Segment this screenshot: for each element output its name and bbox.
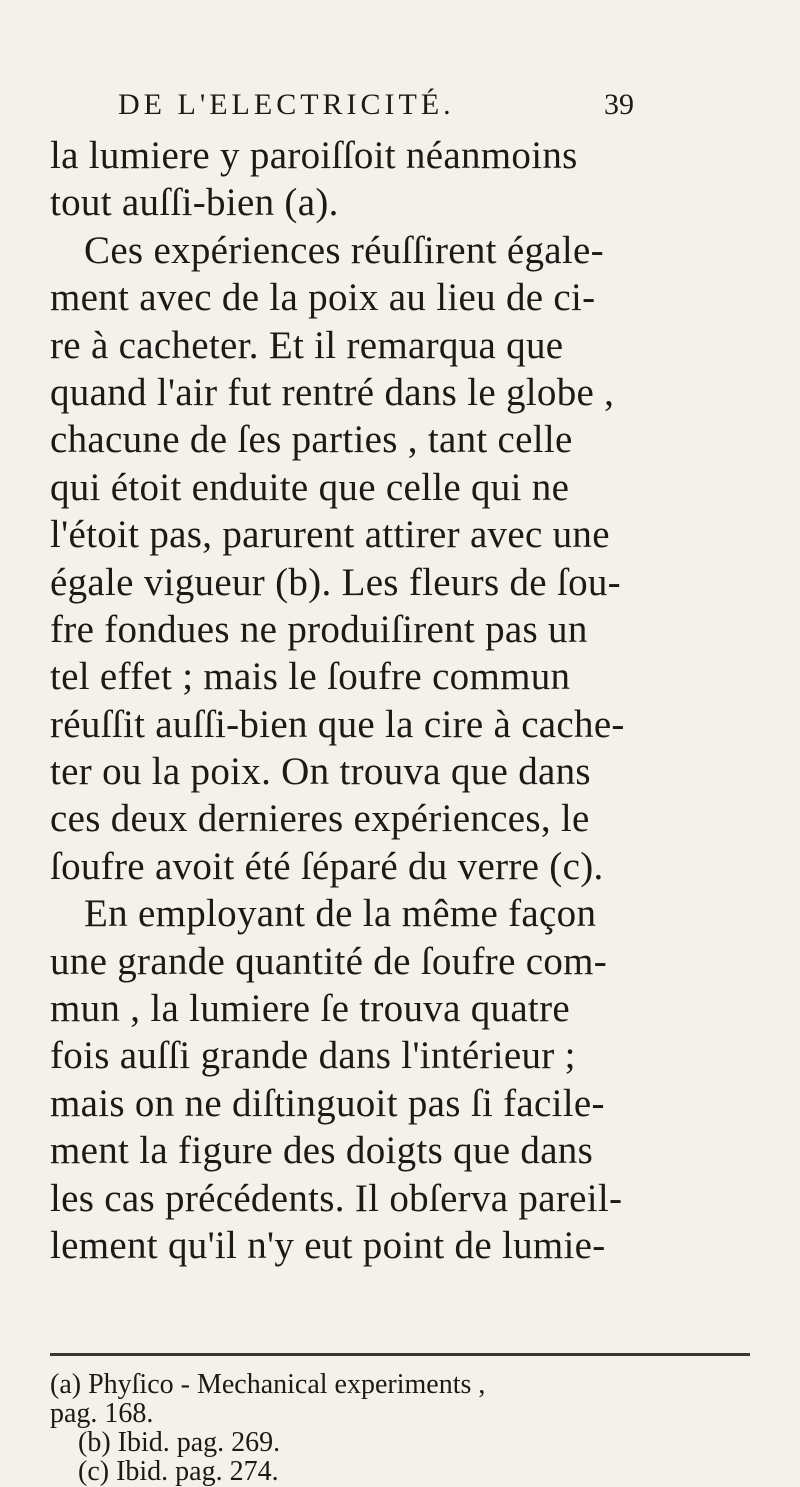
- text-line: ment avec de la poix au lieu de ci-: [50, 276, 596, 320]
- text-line: lement qu'il n'y eut point de lumie-: [50, 1223, 606, 1267]
- text-line: l'étoit pas, parurent attirer avec une: [50, 513, 610, 557]
- text-line: une grande quantité de ſoufre com-: [50, 939, 608, 983]
- footnote-line: (a) Phyſico - Mechanical experiments ,: [50, 1369, 486, 1400]
- text-line: ment la figure des doigts que dans: [50, 1129, 594, 1173]
- text-line: égale vigueur (b). Les fleurs de ſou-: [50, 560, 621, 604]
- text-line: mun , la lumiere ſe trouva quatre: [50, 987, 570, 1031]
- text-line: mais on ne diſtinguoit pas ſi facile-: [50, 1081, 605, 1125]
- text-line: quand l'air fut rentré dans le globe ,: [50, 370, 615, 414]
- page-header: [0, 88, 800, 128]
- footnote-divider: [50, 1353, 750, 1356]
- text-line: réuſſit auſſi-bien que la cire à cache-: [50, 702, 625, 746]
- footnotes: [50, 1370, 750, 1486]
- text-line: re à cacheter. Et il remarqua que: [50, 323, 564, 367]
- text-line: ter ou la poix. On trouva que dans: [50, 750, 591, 794]
- running-head: DE L'ELECTRICITÉ.: [118, 88, 455, 121]
- text-line: Ces expériences réuſſirent égale-: [84, 228, 604, 272]
- text-line: tout auſſi-bien (a).: [50, 181, 339, 225]
- text-line: la lumiere y paroiſſoit néanmoins: [50, 134, 578, 177]
- text-line: qui étoit enduite que celle qui ne: [50, 465, 570, 509]
- page-number: 39: [604, 88, 634, 121]
- footnote-line: (c) Ibid. pag. 274.: [78, 1456, 279, 1487]
- text-line: ſoufre avoit été ſéparé du verre (c).: [50, 844, 604, 888]
- footnote-line: (b) Ibid. pag. 269.: [78, 1427, 281, 1458]
- text-line: les cas précédents. Il obſerva pareil-: [50, 1176, 623, 1220]
- text-line: tel effet ; mais le ſoufre commun: [50, 655, 571, 699]
- footnote-line: pag. 168.: [50, 1398, 154, 1429]
- text-line: fois auſſi grande dans l'intérieur ;: [50, 1034, 576, 1078]
- text-line: fre fondues ne produiſirent pas un: [50, 607, 588, 651]
- text-line: En employant de la même façon: [84, 892, 597, 936]
- body-text: [50, 132, 750, 1269]
- text-line: ces deux dernieres expériences, le: [50, 797, 590, 841]
- text-line: chacune de ſes parties , tant celle: [50, 418, 573, 462]
